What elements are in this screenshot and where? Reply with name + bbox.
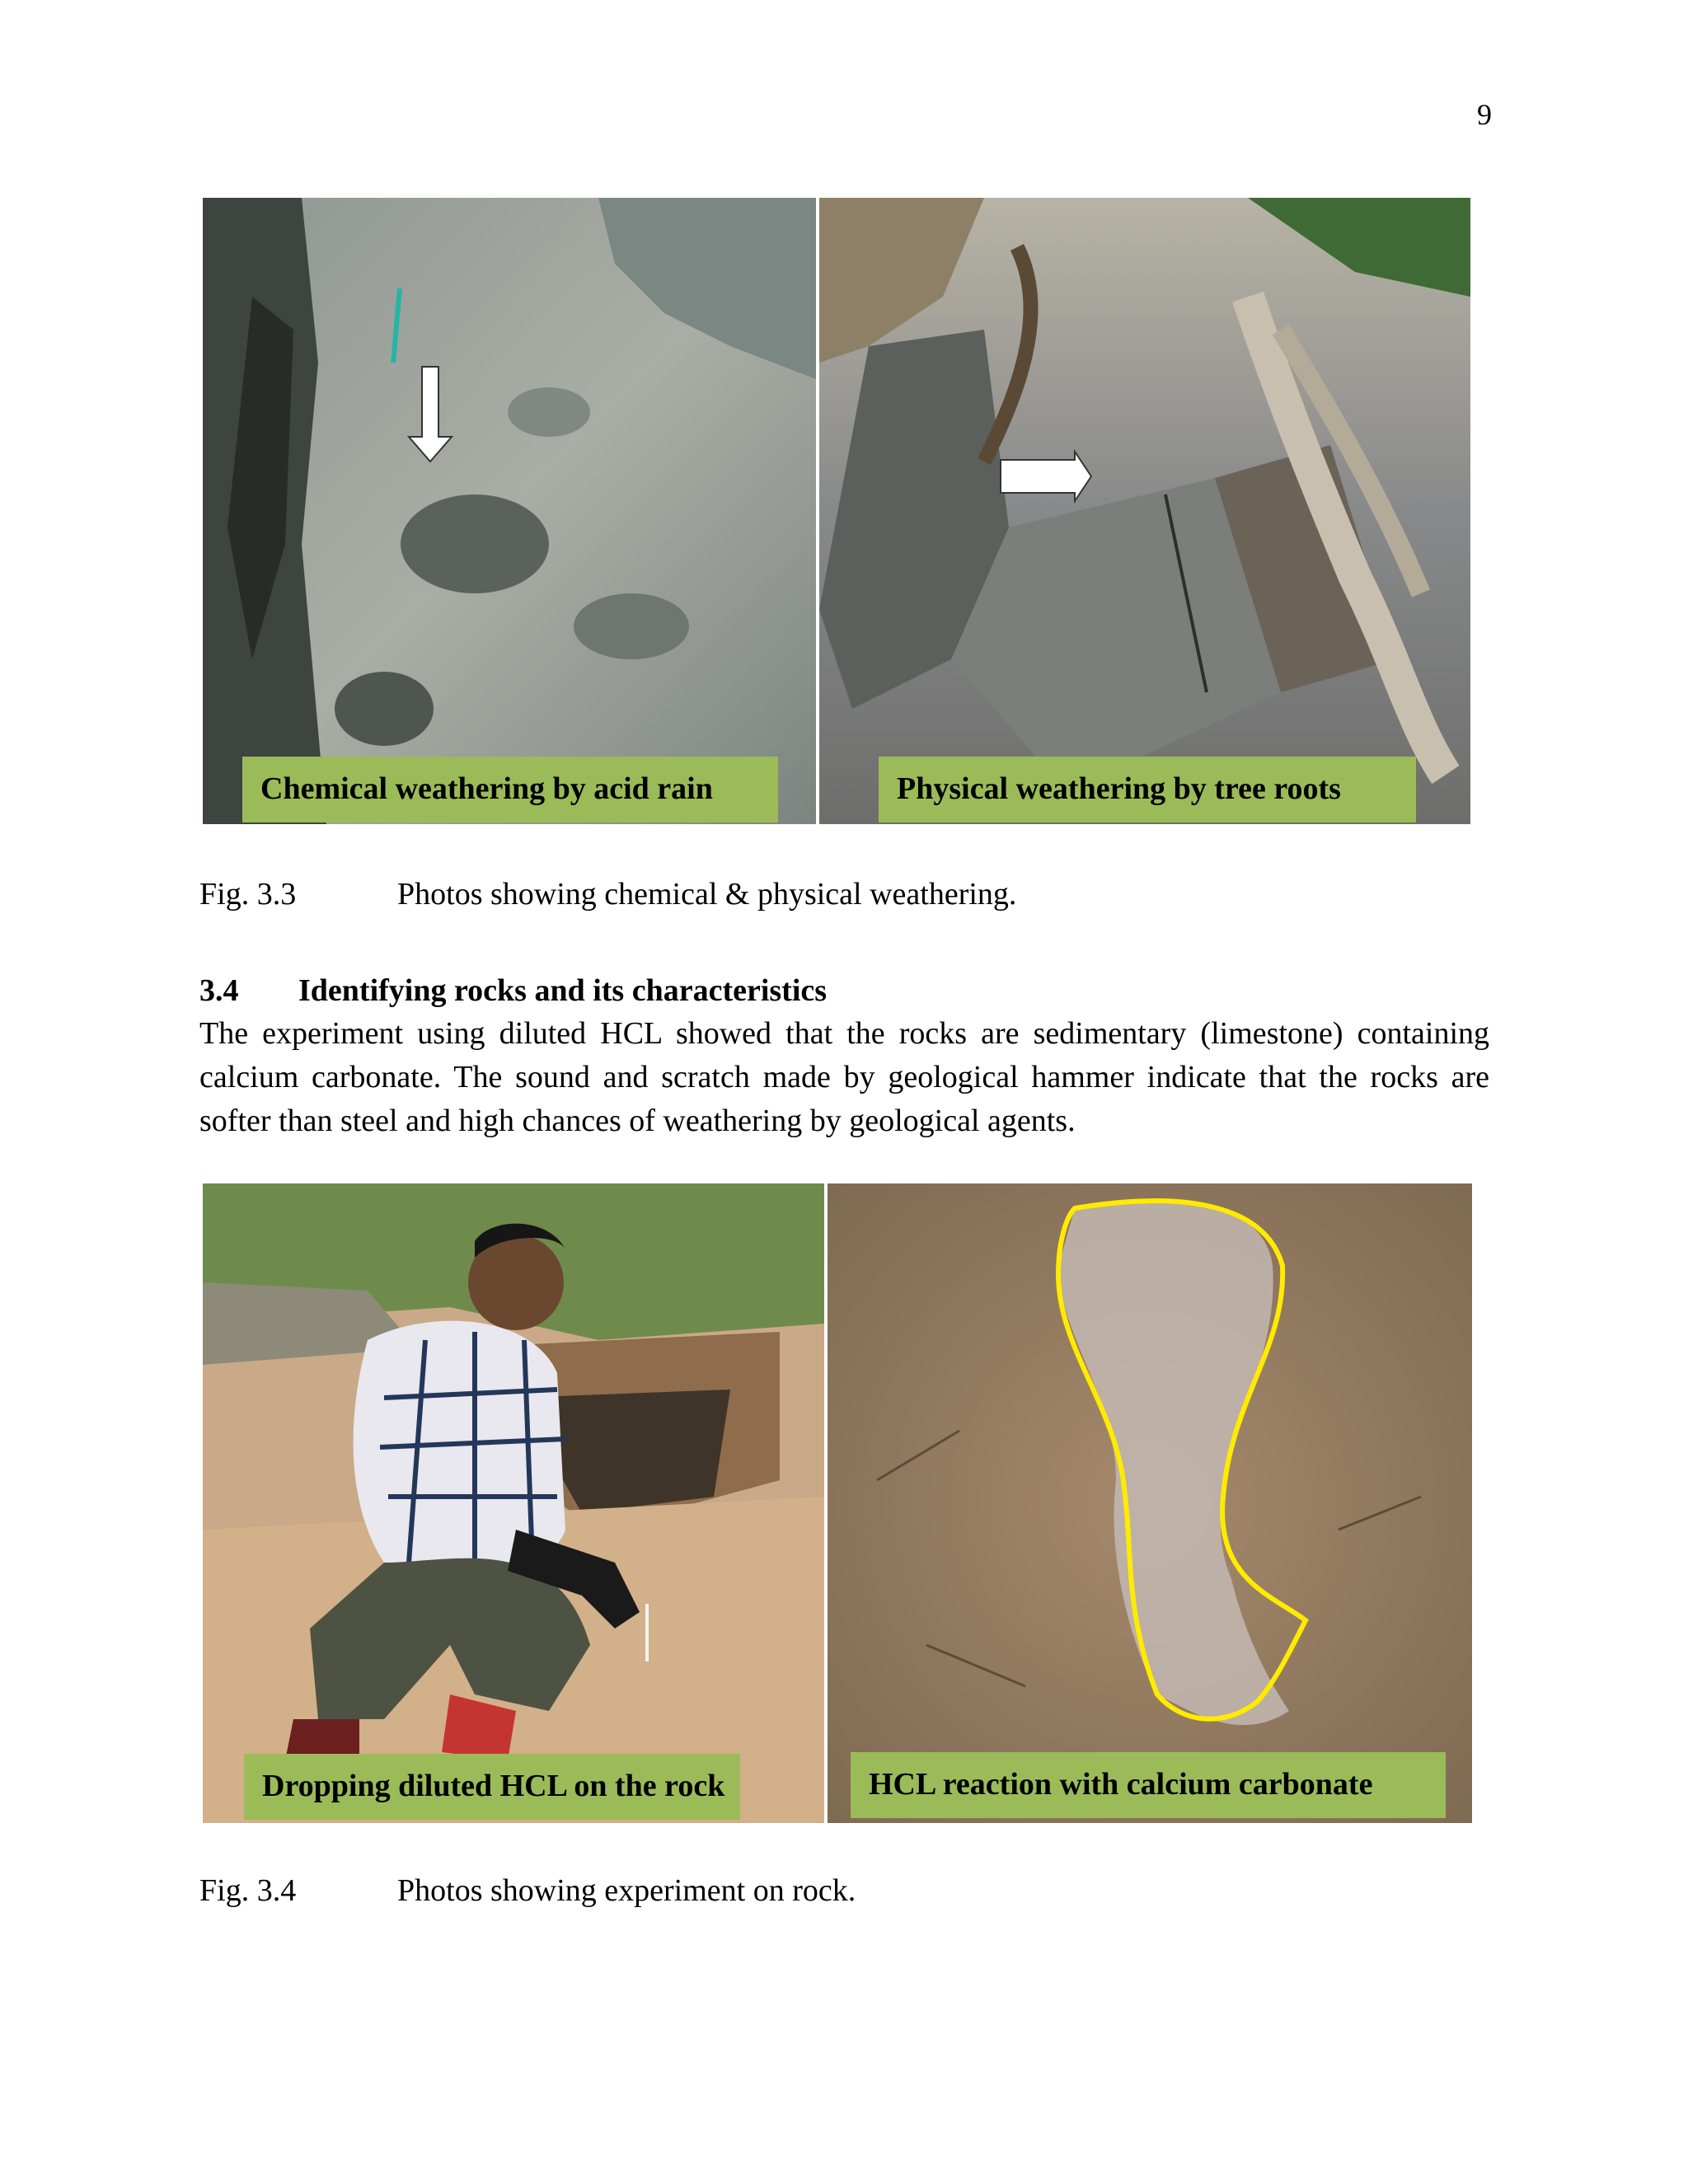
photo-label-physical-weathering: Physical weathering by tree roots [879,757,1416,823]
figure-number: Fig. 3.3 [199,877,297,912]
photo-label-dropping-hcl: Dropping diluted HCL on the rock [244,1754,740,1820]
body-paragraph: The experiment using diluted HCL showed that the rocks are sedimentary (limestone) containing calcium carbonate. The sound and scratch made by geological hammer indicate that the rocks are softer than steel and high chances of weathering by geological agents. [199,1016,1489,1138]
page-number: 9 [1477,98,1492,131]
photo-physical-weathering [819,198,1470,824]
figure-number: Fig. 3.4 [199,1873,297,1908]
photo-dropping-hcl [203,1183,824,1823]
section-title: Identifying rocks and its characteristics [298,973,828,1008]
figure-caption-3-3 [199,876,1436,912]
figure-caption-text: Photos showing experiment on rock. [397,1873,856,1908]
section-number: 3.4 [199,973,239,1008]
photo-hcl-reaction [828,1183,1472,1823]
photo-label-chemical-weathering: Chemical weathering by acid rain [242,757,778,823]
figure-caption-text: Photos showing chemical & physical weathering. [397,877,1017,912]
photo-chemical-weathering [203,198,816,824]
figure-caption-3-4 [199,1872,1436,1909]
photo-label-hcl-reaction: HCL reaction with calcium carbonate [851,1752,1446,1818]
section-heading [199,972,1436,1009]
